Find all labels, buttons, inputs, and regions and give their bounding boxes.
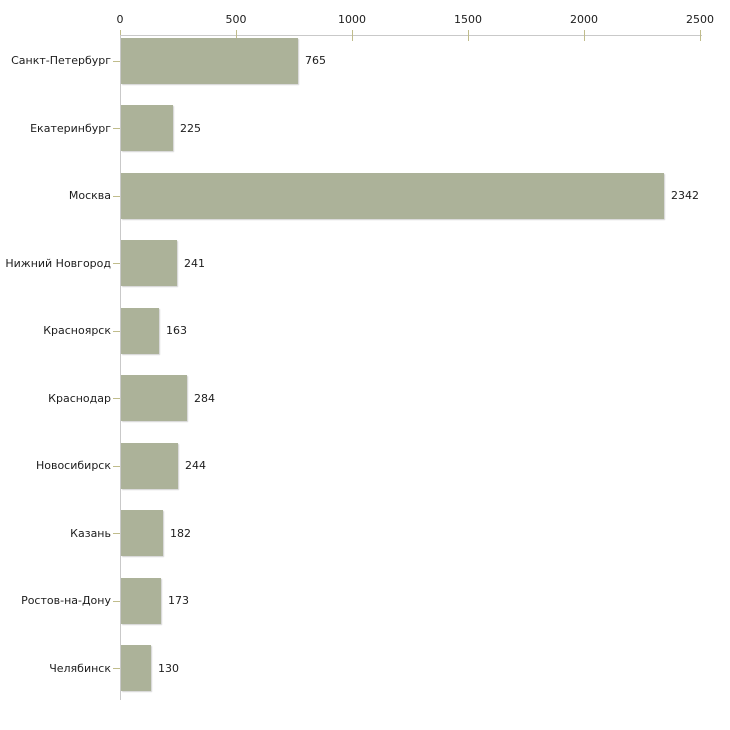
bar (121, 240, 177, 286)
value-label: 284 (194, 391, 215, 405)
category-label: Москва (68, 189, 111, 202)
category-axis-tick (113, 668, 120, 669)
x-axis-tick-label: 2000 (570, 13, 598, 26)
bar (121, 105, 173, 151)
category-label: Челябинск (49, 661, 111, 675)
x-axis-tick-label: 1500 (454, 13, 482, 26)
category-label: Красноярск (43, 324, 111, 337)
x-axis-tick-label: 1000 (338, 13, 366, 26)
value-label: 130 (158, 661, 179, 675)
bar (121, 510, 163, 556)
bar (121, 308, 159, 354)
category-axis-tick (113, 331, 120, 332)
category-label: Краснодар (48, 391, 111, 405)
value-label: 163 (166, 324, 187, 337)
x-axis-tick (468, 30, 469, 41)
bar (121, 578, 161, 624)
x-axis-tick-label: 500 (225, 13, 247, 26)
bar (121, 375, 187, 421)
bar (121, 443, 178, 489)
value-label: 244 (185, 459, 206, 472)
category-label: Казань (70, 526, 111, 540)
x-axis-tick (584, 30, 585, 41)
value-label: 765 (305, 54, 326, 67)
category-axis-tick (113, 196, 120, 197)
category-label: Новосибирск (35, 459, 111, 472)
category-axis-tick (113, 128, 120, 129)
category-axis-tick (113, 533, 120, 534)
bar (121, 38, 298, 84)
category-axis-tick (113, 466, 120, 467)
category-axis-tick (113, 61, 120, 62)
x-axis-tick-label: 2500 (686, 13, 714, 26)
category-axis-tick (113, 601, 120, 602)
x-axis-tick-label: 0 (116, 13, 124, 26)
category-label: Ростов-на-Дону (21, 594, 111, 607)
value-label: 241 (184, 256, 205, 270)
bar (121, 173, 664, 219)
category-label: Екатеринбург (30, 121, 111, 135)
x-axis-line (120, 35, 702, 36)
category-axis-tick (113, 263, 120, 264)
bar (121, 645, 151, 691)
value-label: 225 (180, 121, 201, 135)
value-label: 2342 (671, 189, 699, 202)
category-label: Нижний Новгород (5, 256, 111, 270)
value-label: 182 (170, 526, 191, 540)
x-axis-tick (352, 30, 353, 41)
value-label: 173 (168, 594, 189, 607)
category-axis-tick (113, 398, 120, 399)
x-axis-tick (700, 30, 701, 41)
category-label: Санкт-Петербург (11, 54, 111, 67)
